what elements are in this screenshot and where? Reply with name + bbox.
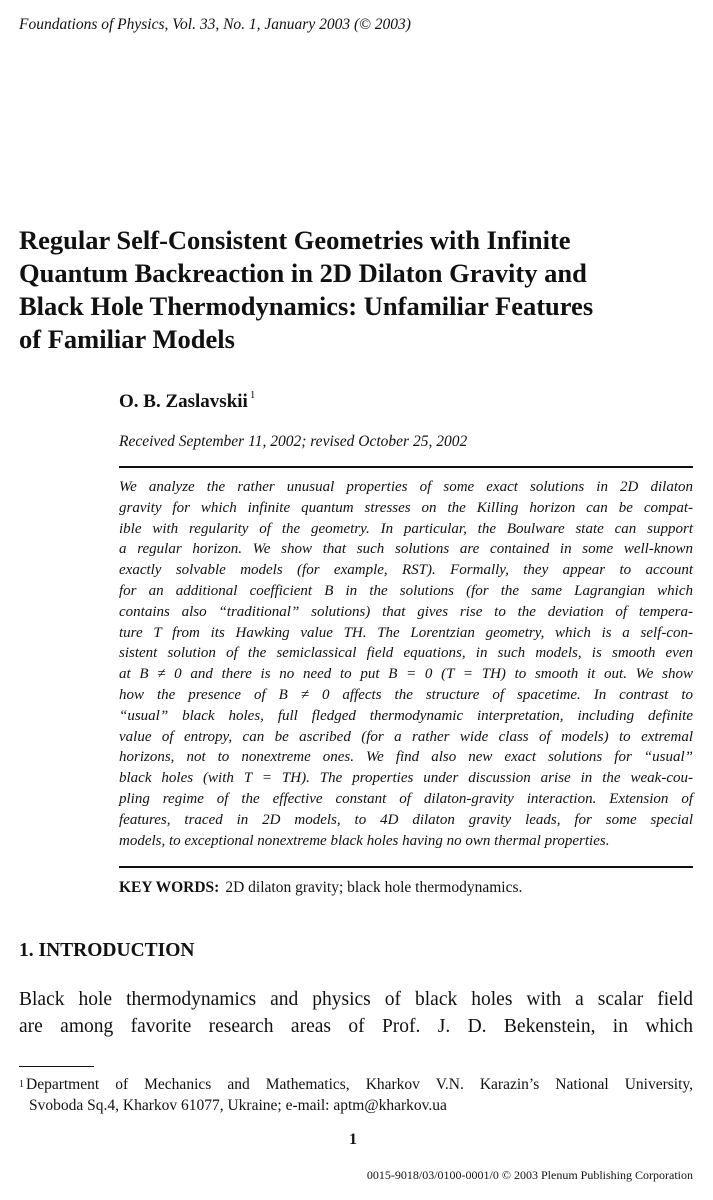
abstract-line: pling regime of the effective constant of dilaton-gravity interaction. Extension of bbox=[119, 790, 693, 807]
abstract-line: horizons, not to nonextreme ones. We find also new exact solutions for “usual” bbox=[119, 749, 693, 766]
intro-line: are among favorite research areas of Prof. J. D. Bekenstein, in which bbox=[19, 1016, 693, 1037]
abstract-line: contains also “traditional” solutions) that gives rise to the deviation of tempera- bbox=[119, 603, 693, 620]
section-heading: 1. INTRODUCTION bbox=[19, 940, 195, 961]
abstract-line: gravity for which infinite quantum stresses on the Killing horizon can be compat- bbox=[119, 499, 693, 516]
abstract-line: ture T from its Hawking value TH. The Lorentzian geometry, which is a self-con- bbox=[119, 624, 693, 641]
intro-line: Black hole thermodynamics and physics of black holes with a scalar field bbox=[19, 989, 693, 1010]
author-name: O. B. Zaslavskii bbox=[119, 391, 248, 412]
keywords bbox=[119, 879, 522, 897]
footnote bbox=[19, 1074, 693, 1116]
abstract-line: how the presence of B ≠ 0 affects the structure of spacetime. In contrast to bbox=[119, 686, 693, 703]
abstract-line: a regular horizon. We show that such solutions are contained in some well-known bbox=[119, 541, 693, 558]
author-footnote-mark: 1 bbox=[249, 389, 256, 401]
abstract-line: black holes (with T = TH). The properties under discussion arise in the weak-cou- bbox=[119, 770, 693, 787]
abstract bbox=[119, 477, 693, 851]
title-line: Black Hole Thermodynamics: Unfamiliar Features bbox=[19, 291, 594, 321]
author bbox=[119, 391, 255, 413]
footnote-rule bbox=[19, 1066, 94, 1067]
abstract-top-rule bbox=[119, 466, 693, 468]
footnote-line bbox=[19, 1074, 693, 1095]
abstract-line: sistent solution of the semiclassical field equations, in such models, is smooth even bbox=[119, 645, 693, 662]
keywords-label: KEY WORDS: bbox=[119, 879, 220, 896]
keywords-text: 2D dilaton gravity; black hole thermodynamics. bbox=[225, 879, 523, 896]
abstract-line: “usual” black holes, full fledged thermodynamic interpretation, including definite bbox=[119, 707, 693, 724]
abstract-line: value of entropy, can be ascribed (for a rather wide class of models) to extremal bbox=[119, 728, 693, 745]
abstract-line: for an additional coefficient B in the solutions (for the same Lagrangian which bbox=[119, 582, 693, 599]
footnote-text: Department of Mechanics and Mathematics, Kharkov V.N. Karazin’s National University, bbox=[26, 1076, 693, 1093]
copyright-line: 0015-9018/03/0100-0001/0 © 2003 Plenum Publishing Corporation bbox=[366, 1168, 693, 1182]
footnote-mark: 1 bbox=[19, 1079, 24, 1090]
abstract-line: ible with regularity of the geometry. In particular, the Boulware state can support bbox=[119, 520, 693, 537]
abstract-line: features, traced in 2D models, to 4D dilaton gravity leads, for some special bbox=[119, 811, 693, 828]
title-line: Quantum Backreaction in 2D Dilaton Gravity and bbox=[19, 258, 587, 288]
abstract-line: We analyze the rather unusual properties of some exact solutions in 2D dilaton bbox=[119, 479, 693, 495]
abstract-line: at B ≠ 0 and there is no need to put B = 0 (T = TH) to smooth it out. We show bbox=[119, 666, 693, 683]
abstract-bottom-rule bbox=[119, 866, 693, 868]
footnote-line: Svoboda Sq.4, Kharkov 61077, Ukraine; e-mail: aptm@kharkov.ua bbox=[29, 1097, 447, 1114]
received-dates: Received September 11, 2002; revised October 25, 2002 bbox=[119, 433, 468, 450]
title-line: Regular Self-Consistent Geometries with Infinite bbox=[19, 225, 571, 255]
paper-title bbox=[19, 224, 699, 356]
abstract-line: exactly solvable models (for example, RST). Formally, they appear to account bbox=[119, 562, 693, 579]
page-number: 1 bbox=[349, 1131, 357, 1148]
abstract-line: models, to exceptional nonextreme black holes having no own thermal properties. bbox=[119, 832, 610, 849]
journal-header: Foundations of Physics, Vol. 33, No. 1, January 2003 (© 2003) bbox=[19, 16, 411, 33]
title-line: of Familiar Models bbox=[19, 324, 235, 354]
intro-paragraph bbox=[19, 986, 693, 1040]
